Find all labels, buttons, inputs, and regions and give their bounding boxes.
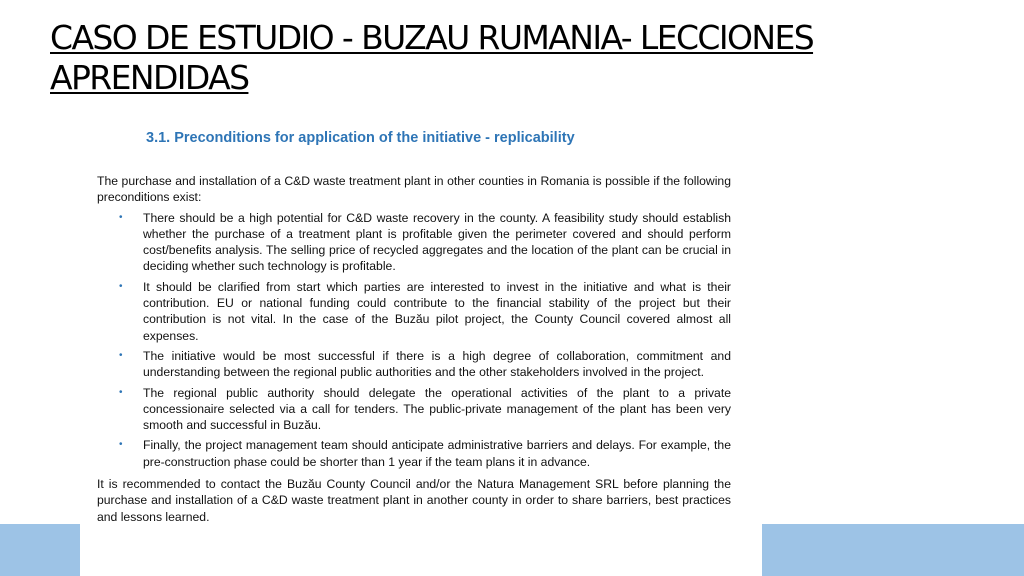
list-item-text: The regional public authority should delegate the operational activities of the plant to a private concessionaire selected via a call for tenders. The public-private management of the plant has been very smooth and successful in Buzău.: [143, 385, 731, 433]
closing-paragraph: It is recommended to contact the Buzău County Council and/or the Natura Management SRL before planning the purchase and installation of a C&D waste treatment plant in another county in order to share barriers, best practices and lessons learned.: [97, 477, 731, 524]
document-body: [97, 173, 731, 525]
intro-paragraph: The purchase and installation of a C&D waste treatment plant in other counties in Romania is possible if the following preconditions exist:: [97, 174, 731, 205]
section-heading: 3.1. Preconditions for application of the initiative - replicability: [146, 130, 575, 146]
list-item: [97, 348, 731, 381]
list-item-text: The initiative would be most successful if there is a high degree of collaboration, commitment and understanding between the regional public authorities and the other stakeholders involved in the project.: [143, 348, 731, 380]
list-item: [97, 279, 731, 344]
accent-band-right: [762, 524, 1024, 576]
preconditions-list: [97, 210, 731, 470]
list-item-text: It should be clarified from start which parties are interested to invest in the initiative and what is their contribution. EU or national funding could contribute to the financial stability of the project but their contribution is not vital. In the case of the Buzău pilot project, the County Council covered almost all expenses.: [143, 279, 731, 343]
bullet-icon: •: [119, 386, 123, 398]
bullet-icon: •: [119, 439, 123, 451]
slide-title: CASO DE ESTUDIO - BUZAU RUMANIA- LECCIONES APRENDIDAS: [50, 18, 814, 97]
list-item-text: There should be a high potential for C&D waste recovery in the county. A feasibility study should establish whether the purchase of a treatment plant is profitable given the perimeter covered and should perform cost/benefits analysis. The selling price of recycled aggregates and the location of the plant can be crucial in deciding whether such technology is profitable.: [143, 210, 731, 274]
bullet-icon: •: [119, 211, 123, 223]
bullet-icon: •: [119, 349, 123, 361]
bullet-icon: •: [119, 280, 123, 292]
list-item: [97, 210, 731, 275]
accent-band-left: [0, 524, 80, 576]
document-excerpt-image: [80, 112, 762, 576]
list-item: [97, 437, 731, 470]
list-item-text: Finally, the project management team should anticipate administrative barriers and delays. For example, the pre-construction phase could be shorter than 1 year if the team plans it in advance.: [143, 438, 731, 469]
list-item: [97, 385, 731, 434]
